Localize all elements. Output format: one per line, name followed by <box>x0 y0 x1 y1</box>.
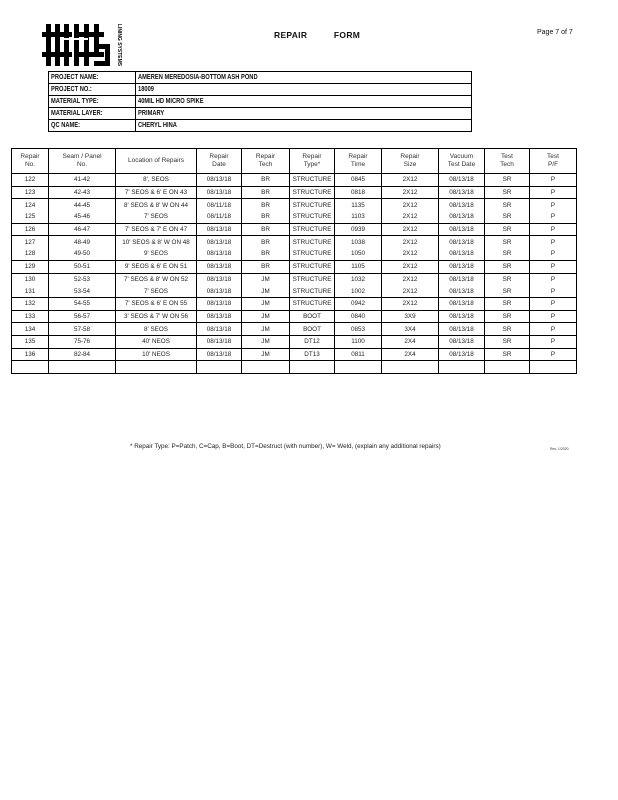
table-cell: SR <box>485 199 530 211</box>
table-cell: 08/13/18 <box>439 199 485 211</box>
table-cell: 3X4 <box>382 323 439 336</box>
empty-cell <box>242 361 290 374</box>
table-cell: 08/13/18 <box>439 310 485 323</box>
table-row <box>12 310 577 323</box>
project-info-label: MATERIAL TYPE: <box>51 98 99 105</box>
table-cell: 54-55 <box>49 297 116 310</box>
table-cell: 08/13/18 <box>439 335 485 348</box>
column-header-line: Location of Repairs <box>127 157 184 164</box>
table-cell: 134 <box>12 323 49 336</box>
column-header <box>530 149 577 174</box>
project-info-box <box>48 71 472 132</box>
column-header <box>485 149 530 174</box>
table-cell: SR <box>485 223 530 236</box>
table-cell: 0840 <box>335 310 382 323</box>
table-cell: P <box>530 211 577 223</box>
table-cell: 132 <box>12 297 49 310</box>
table-cell: 08/13/18 <box>439 273 485 285</box>
table-cell: 2X12 <box>382 285 439 297</box>
column-header-line: Date <box>212 161 226 168</box>
table-cell: 57-58 <box>49 323 116 336</box>
table-cell: 131 <box>12 285 49 297</box>
table-cell: SR <box>485 348 530 361</box>
table-cell: 1135 <box>335 199 382 211</box>
table-row <box>12 236 577 248</box>
table-cell: 08/13/18 <box>439 348 485 361</box>
table-cell: JM <box>242 348 290 361</box>
column-header-line: Repair <box>20 153 40 160</box>
table-cell: 9' SEOS <box>116 248 197 260</box>
project-info-row <box>49 108 472 120</box>
table-cell: SR <box>485 335 530 348</box>
table-cell: STRUCTURE <box>290 260 335 273</box>
table-cell: 1105 <box>335 260 382 273</box>
table-cell: BR <box>242 223 290 236</box>
empty-cell <box>530 361 577 374</box>
column-header <box>12 149 49 174</box>
project-info-label: PROJECT NAME: <box>51 74 99 81</box>
table-cell: 44-45 <box>49 199 116 211</box>
table-cell: 08/13/18 <box>197 297 242 310</box>
table-cell: 7' SEOS <box>116 211 197 223</box>
table-cell: 0939 <box>335 223 382 236</box>
blank-row <box>12 361 577 374</box>
repair-type-footnote: * Repair Type: P=Patch, C=Cap, B=Boot, DT=Destruct (with number), W= Weld, (explain any additional repairs) <box>130 443 441 450</box>
empty-cell <box>382 361 439 374</box>
project-info-label: QC NAME: <box>51 122 81 129</box>
table-cell: JM <box>242 273 290 285</box>
table-cell: 7' SEOS & 8' W ON 52 <box>116 273 197 285</box>
table-cell: P <box>530 223 577 236</box>
table-cell: 08/13/18 <box>439 186 485 199</box>
table-cell: 127 <box>12 236 49 248</box>
table-cell: SR <box>485 310 530 323</box>
table-row <box>12 273 577 285</box>
empty-cell <box>12 361 49 374</box>
table-cell: 3X9 <box>382 310 439 323</box>
table-cell: 1032 <box>335 273 382 285</box>
table-cell: BR <box>242 248 290 260</box>
table-cell: P <box>530 297 577 310</box>
table-cell: 2X12 <box>382 260 439 273</box>
project-info-row <box>49 120 472 132</box>
table-cell: STRUCTURE <box>290 297 335 310</box>
table-cell: 08/13/18 <box>439 174 485 187</box>
table-cell: 8' SEOS <box>116 323 197 336</box>
table-cell: 08/13/18 <box>439 285 485 297</box>
table-row <box>12 248 577 260</box>
empty-cell <box>485 361 530 374</box>
table-cell: 2X12 <box>382 199 439 211</box>
column-header <box>439 149 485 174</box>
table-cell: 2X12 <box>382 174 439 187</box>
table-row <box>12 348 577 361</box>
table-cell: BOOT <box>290 323 335 336</box>
page-number: Page 7 of 7 <box>537 29 573 36</box>
table-row <box>12 260 577 273</box>
table-cell: JM <box>242 335 290 348</box>
table-cell: 08/13/18 <box>197 335 242 348</box>
empty-cell <box>439 361 485 374</box>
table-cell: 08/13/18 <box>197 285 242 297</box>
empty-cell <box>197 361 242 374</box>
table-cell: 41-42 <box>49 174 116 187</box>
table-cell: 45-46 <box>49 211 116 223</box>
column-header-line: Size <box>403 161 417 168</box>
repair-table <box>11 148 577 374</box>
table-cell: 2X12 <box>382 297 439 310</box>
table-cell: 08/11/18 <box>197 211 242 223</box>
column-header-line: Repair <box>348 153 368 160</box>
table-cell: 82-84 <box>49 348 116 361</box>
table-cell: 7' SEOS & 6' E ON 55 <box>116 297 197 310</box>
table-cell: 0942 <box>335 297 382 310</box>
form-title: REPAIR FORM <box>274 30 361 40</box>
table-cell: 2X12 <box>382 186 439 199</box>
table-cell: STRUCTURE <box>290 273 335 285</box>
column-header <box>197 149 242 174</box>
table-cell: 08/13/18 <box>197 348 242 361</box>
table-cell: 52-53 <box>49 273 116 285</box>
table-cell: STRUCTURE <box>290 211 335 223</box>
table-cell: 08/13/18 <box>197 223 242 236</box>
column-header-line: P/F <box>547 161 559 168</box>
table-cell: 53-54 <box>49 285 116 297</box>
company-logo <box>42 24 128 66</box>
project-info-row <box>49 84 472 96</box>
table-cell: P <box>530 186 577 199</box>
column-header <box>242 149 290 174</box>
table-cell: 08/13/18 <box>439 260 485 273</box>
table-cell: 9' SEOS & 6' E ON 51 <box>116 260 197 273</box>
table-cell: 0818 <box>335 186 382 199</box>
table-cell: 08/13/18 <box>197 260 242 273</box>
column-header-line: Test Date <box>447 161 476 168</box>
table-cell: 75-76 <box>49 335 116 348</box>
table-cell: BR <box>242 211 290 223</box>
table-cell: 49-50 <box>49 248 116 260</box>
empty-cell <box>290 361 335 374</box>
table-cell: 125 <box>12 211 49 223</box>
table-cell: 08/13/18 <box>197 174 242 187</box>
empty-cell <box>49 361 116 374</box>
table-cell: 1103 <box>335 211 382 223</box>
table-cell: 0811 <box>335 348 382 361</box>
table-cell: STRUCTURE <box>290 236 335 248</box>
table-cell: 2X12 <box>382 223 439 236</box>
table-cell: 1038 <box>335 236 382 248</box>
table-cell: 129 <box>12 260 49 273</box>
table-cell: 08/13/18 <box>439 323 485 336</box>
table-cell: STRUCTURE <box>290 174 335 187</box>
table-cell: 40' NEOS <box>116 335 197 348</box>
table-cell: STRUCTURE <box>290 223 335 236</box>
table-cell: BR <box>242 199 290 211</box>
table-cell: BR <box>242 236 290 248</box>
table-cell: 08/13/18 <box>197 310 242 323</box>
project-info-label: MATERIAL LAYER: <box>51 110 103 117</box>
table-cell: 50-51 <box>49 260 116 273</box>
table-cell: 133 <box>12 310 49 323</box>
table-cell: 2X12 <box>382 273 439 285</box>
column-header <box>49 149 116 174</box>
table-cell: 122 <box>12 174 49 187</box>
table-cell: SR <box>485 186 530 199</box>
table-cell: 0853 <box>335 323 382 336</box>
table-cell: 08/13/18 <box>439 297 485 310</box>
table-cell: 08/13/18 <box>197 236 242 248</box>
table-cell: STRUCTURE <box>290 186 335 199</box>
table-cell: 56-57 <box>49 310 116 323</box>
table-cell: 126 <box>12 223 49 236</box>
table-cell: P <box>530 236 577 248</box>
table-cell: 135 <box>12 335 49 348</box>
project-info-value: PRIMARY <box>138 110 165 117</box>
table-cell: BR <box>242 186 290 199</box>
table-cell: SR <box>485 236 530 248</box>
column-header <box>116 149 197 174</box>
table-cell: DT12 <box>290 335 335 348</box>
table-cell: 10' NEOS <box>116 348 197 361</box>
table-cell: P <box>530 273 577 285</box>
table-cell: 1050 <box>335 248 382 260</box>
table-cell: BOOT <box>290 310 335 323</box>
column-header-line: Test <box>547 153 559 160</box>
table-cell: P <box>530 248 577 260</box>
project-info-value: 40MIL HD MICRO SPIKE <box>138 98 204 105</box>
table-cell: 8', SEOS <box>116 174 197 187</box>
table-cell: P <box>530 199 577 211</box>
table-cell: SR <box>485 174 530 187</box>
table-cell: P <box>530 348 577 361</box>
table-cell: 48-49 <box>49 236 116 248</box>
column-header-line: Repair <box>302 153 322 160</box>
table-cell: JM <box>242 323 290 336</box>
table-cell: STRUCTURE <box>290 285 335 297</box>
table-cell: 8' SEOS & 8' W ON 44 <box>116 199 197 211</box>
project-info-value: AMEREN MEREDOSIA-BOTTOM ASH POND <box>138 74 258 81</box>
project-info-row <box>49 72 472 84</box>
table-row <box>12 223 577 236</box>
project-info-row <box>49 96 472 108</box>
table-row <box>12 323 577 336</box>
table-cell: 46-47 <box>49 223 116 236</box>
table-header-row <box>12 149 577 174</box>
table-cell: SR <box>485 297 530 310</box>
project-info-value: 18009 <box>138 86 154 93</box>
table-cell: 7' SEOS & 6' E ON 43 <box>116 186 197 199</box>
empty-cell <box>116 361 197 374</box>
table-cell: 08/13/18 <box>439 236 485 248</box>
table-row <box>12 211 577 223</box>
table-cell: 08/13/18 <box>197 248 242 260</box>
table-cell: P <box>530 310 577 323</box>
column-header-line: Repair <box>400 153 420 160</box>
table-cell: BR <box>242 174 290 187</box>
table-cell: 2X4 <box>382 335 439 348</box>
table-cell: P <box>530 285 577 297</box>
table-cell: SR <box>485 211 530 223</box>
table-row <box>12 335 577 348</box>
table-cell: JM <box>242 310 290 323</box>
table-cell: 08/13/18 <box>439 248 485 260</box>
column-header <box>382 149 439 174</box>
table-cell: 08/13/18 <box>197 186 242 199</box>
table-cell: SR <box>485 273 530 285</box>
table-row <box>12 199 577 211</box>
table-cell: 2X4 <box>382 348 439 361</box>
column-header-line: Test <box>501 153 513 160</box>
table-cell: 130 <box>12 273 49 285</box>
table-row <box>12 174 577 187</box>
table-cell: 128 <box>12 248 49 260</box>
column-header-line: Repair <box>209 153 229 160</box>
table-cell: 124 <box>12 199 49 211</box>
table-cell: JM <box>242 285 290 297</box>
column-header <box>290 149 335 174</box>
table-cell: 3' SEOS & 7' W ON 56 <box>116 310 197 323</box>
project-info-value: CHERYL HINA <box>138 122 177 129</box>
table-cell: P <box>530 260 577 273</box>
table-cell: 08/13/18 <box>197 273 242 285</box>
table-cell: 10' SEOS & 8' W ON 48 <box>116 236 197 248</box>
table-cell: 123 <box>12 186 49 199</box>
column-header-line: No. <box>76 161 88 168</box>
table-cell: 2X12 <box>382 248 439 260</box>
table-cell: JM <box>242 297 290 310</box>
logo-side-text: LINING SYSTEMS <box>116 24 122 66</box>
table-cell: 08/11/18 <box>197 199 242 211</box>
table-cell: 136 <box>12 348 49 361</box>
table-cell: 1100 <box>335 335 382 348</box>
table-cell: 08/13/18 <box>439 211 485 223</box>
table-cell: P <box>530 174 577 187</box>
table-row <box>12 186 577 199</box>
table-cell: P <box>530 323 577 336</box>
table-cell: SR <box>485 323 530 336</box>
table-cell: STRUCTURE <box>290 248 335 260</box>
table-cell: BR <box>242 260 290 273</box>
column-header-line: Tech <box>500 161 514 168</box>
table-cell: 0845 <box>335 174 382 187</box>
table-cell: 42-43 <box>49 186 116 199</box>
table-row <box>12 285 577 297</box>
table-cell: 08/13/18 <box>197 323 242 336</box>
column-header-line: Time <box>350 161 366 168</box>
table-cell: STRUCTURE <box>290 199 335 211</box>
table-cell: 1002 <box>335 285 382 297</box>
column-header <box>335 149 382 174</box>
table-cell: 2X12 <box>382 236 439 248</box>
revision-note: Rev. 1/2020 <box>550 447 569 451</box>
table-cell: 7' SEOS <box>116 285 197 297</box>
table-cell: SR <box>485 285 530 297</box>
column-header-line: Repair <box>255 153 276 160</box>
empty-cell <box>335 361 382 374</box>
table-cell: SR <box>485 260 530 273</box>
table-cell: 2X12 <box>382 211 439 223</box>
table-cell: 7' SEOS & 7' E ON 47 <box>116 223 197 236</box>
column-header-line: Seam / Panel <box>62 153 102 160</box>
column-header-line: Vacuum <box>449 153 474 160</box>
table-row <box>12 297 577 310</box>
project-info-label: PROJECT NO.: <box>51 86 92 93</box>
table-cell: 08/13/18 <box>439 223 485 236</box>
column-header-line: Type* <box>303 161 321 168</box>
table-cell: DT13 <box>290 348 335 361</box>
table-cell: SR <box>485 248 530 260</box>
column-header-line: Tech <box>258 161 273 168</box>
column-header-line: No. <box>24 161 36 168</box>
table-cell: P <box>530 335 577 348</box>
